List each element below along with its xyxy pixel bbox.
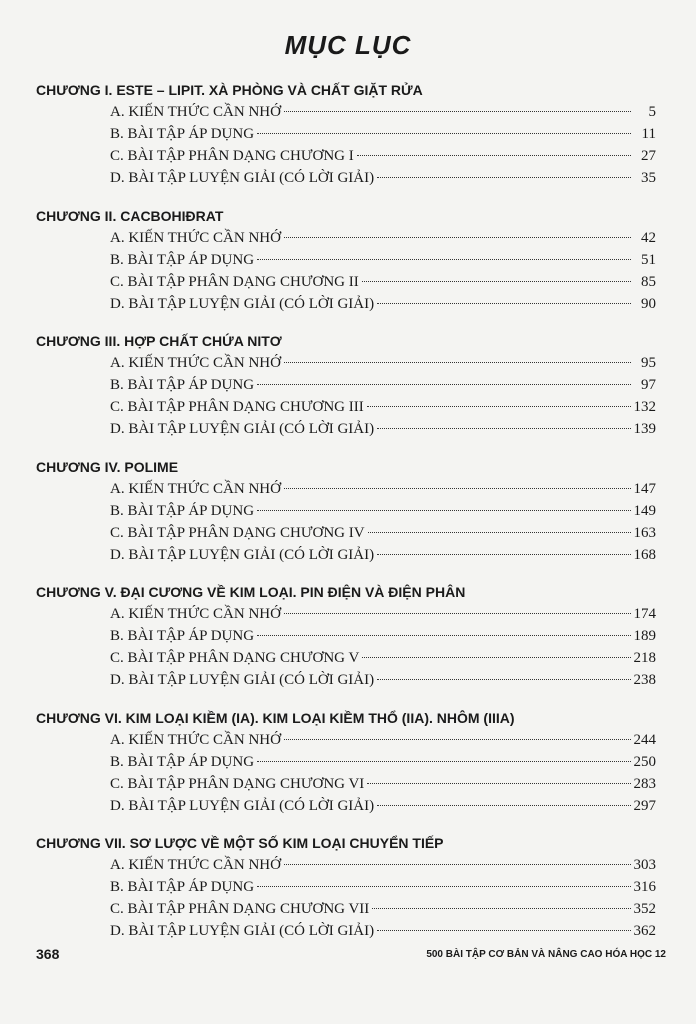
toc-entry-label: D. BÀI TẬP LUYỆN GIẢI (CÓ LỜI GIẢI): [110, 923, 375, 939]
dot-leader: [257, 886, 630, 887]
toc-entry-label: B. BÀI TẬP ÁP DỤNG: [110, 754, 255, 770]
toc-entry-page: 362: [633, 923, 656, 939]
page-number: 368: [36, 946, 60, 962]
toc-entry-label: C. BÀI TẬP PHÂN DẠNG CHƯƠNG III: [110, 399, 364, 415]
toc-entry[interactable]: [110, 522, 656, 544]
toc-entry-page: 95: [641, 355, 656, 371]
toc-entry-page: 51: [641, 252, 656, 268]
toc-entry[interactable]: [110, 898, 656, 920]
toc-entry[interactable]: [110, 876, 656, 898]
page-title: MỤC LỤC: [284, 30, 412, 60]
toc-entry-page: 238: [633, 672, 656, 688]
dot-leader: [257, 384, 631, 385]
toc-entry-page: 283: [633, 776, 656, 792]
toc-entry[interactable]: [110, 145, 656, 167]
dot-leader: [257, 635, 630, 636]
toc-entry-label: C. BÀI TẬP PHÂN DẠNG CHƯƠNG IV: [110, 525, 365, 541]
toc-entry-label: A. KIẾN THỨC CẦN NHỚ: [110, 606, 281, 622]
toc-entry-label: A. KIẾN THỨC CẦN NHỚ: [110, 230, 281, 246]
chapter-heading: CHƯƠNG IV. POLIME: [36, 459, 179, 475]
toc-entry-page: 352: [633, 901, 656, 917]
toc-entry[interactable]: [110, 854, 656, 876]
toc-entry[interactable]: [110, 603, 656, 625]
chapter-section: [36, 79, 656, 189]
dot-leader: [377, 303, 631, 304]
dot-leader: [362, 281, 631, 282]
toc-entry[interactable]: [110, 625, 656, 647]
chapter-heading: CHƯƠNG V. ĐẠI CƯƠNG VỀ KIM LOẠI. PIN ĐIỆN VÀ ĐIỆN PHÂN: [36, 584, 466, 600]
toc-entry-label: B. BÀI TẬP ÁP DỤNG: [110, 628, 255, 644]
chapter-section: [36, 707, 656, 817]
chapter-heading: CHƯƠNG III. HỢP CHẤT CHỨA NITƠ: [36, 333, 282, 349]
dot-leader: [257, 133, 631, 134]
dot-leader: [377, 554, 630, 555]
toc-entry[interactable]: [110, 751, 656, 773]
chapter-section: [36, 205, 656, 315]
toc-entry-label: C. BÀI TẬP PHÂN DẠNG CHƯƠNG VI: [110, 776, 365, 792]
toc-entry-page: 174: [633, 606, 656, 622]
toc-entry-label: B. BÀI TẬP ÁP DỤNG: [110, 879, 255, 895]
dot-leader: [367, 783, 630, 784]
toc-entry[interactable]: [110, 795, 656, 817]
toc-entry-label: A. KIẾN THỨC CẦN NHỚ: [110, 481, 281, 497]
toc-entry[interactable]: [110, 227, 656, 249]
toc-entry-label: A. KIẾN THỨC CẦN NHỚ: [110, 104, 281, 120]
toc-entry-page: 244: [633, 732, 656, 748]
toc-entry-label: B. BÀI TẬP ÁP DỤNG: [110, 377, 255, 393]
toc-entry-page: 316: [633, 879, 656, 895]
toc-entry-page: 97: [641, 377, 656, 393]
toc-entry-page: 250: [633, 754, 656, 770]
dot-leader: [362, 657, 630, 658]
dot-leader: [377, 930, 630, 931]
dot-leader: [257, 510, 630, 511]
toc-entry[interactable]: [110, 293, 656, 315]
chapter-section: [36, 832, 656, 942]
dot-leader: [284, 613, 631, 614]
toc-entry-page: 139: [633, 421, 656, 437]
chapter-heading: CHƯƠNG VII. SƠ LƯỢC VỀ MỘT SỐ KIM LOẠI CHUYỂN TIẾP: [36, 835, 444, 851]
toc-entry-page: 35: [641, 170, 656, 186]
toc-entry-page: 85: [641, 274, 656, 290]
toc-entry-page: 42: [641, 230, 656, 246]
toc-entry-page: 218: [633, 650, 656, 666]
toc-entry-label: B. BÀI TẬP ÁP DỤNG: [110, 252, 255, 268]
toc-entry[interactable]: [110, 920, 656, 942]
toc-entry-label: B. BÀI TẬP ÁP DỤNG: [110, 503, 255, 519]
toc-entry[interactable]: [110, 544, 656, 566]
dot-leader: [257, 761, 630, 762]
toc-entry[interactable]: [110, 374, 656, 396]
dot-leader: [257, 259, 631, 260]
toc-entry-label: C. BÀI TẬP PHÂN DẠNG CHƯƠNG I: [110, 148, 354, 164]
dot-leader: [367, 406, 631, 407]
toc-entry[interactable]: [110, 500, 656, 522]
toc-entry-label: A. KIẾN THỨC CẦN NHỚ: [110, 857, 281, 873]
toc-entry-page: 132: [633, 399, 656, 415]
toc-entry-label: D. BÀI TẬP LUYỆN GIẢI (CÓ LỜI GIẢI): [110, 547, 375, 563]
toc-entry[interactable]: [110, 773, 656, 795]
toc-entry-label: C. BÀI TẬP PHÂN DẠNG CHƯƠNG VII: [110, 901, 370, 917]
toc-entry[interactable]: [110, 729, 656, 751]
chapter-heading: CHƯƠNG VI. KIM LOẠI KIỀM (IA). KIM LOẠI KIỀM THỔ (IIA). NHÔM (IIIA): [36, 710, 515, 726]
dot-leader: [284, 362, 631, 363]
toc-entry-page: 303: [633, 857, 656, 873]
toc-entry-page: 11: [641, 126, 656, 142]
toc-entry[interactable]: [110, 352, 656, 374]
toc-entry-page: 27: [641, 148, 656, 164]
toc-entry[interactable]: [110, 669, 656, 691]
dot-leader: [284, 864, 631, 865]
dot-leader: [377, 805, 630, 806]
dot-leader: [372, 908, 630, 909]
toc-entry-page: 149: [633, 503, 656, 519]
toc-entry-page: 5: [648, 104, 656, 120]
dot-leader: [357, 155, 631, 156]
toc-entry-label: D. BÀI TẬP LUYỆN GIẢI (CÓ LỜI GIẢI): [110, 170, 375, 186]
chapter-heading: CHƯƠNG I. ESTE – LIPIT. XÀ PHÒNG VÀ CHẤT GIẶT RỬA: [36, 82, 423, 98]
chapter-section: [36, 581, 656, 691]
toc-entry-label: A. KIẾN THỨC CẦN NHỚ: [110, 355, 281, 371]
toc-entry[interactable]: [110, 478, 656, 500]
toc-entry-page: 90: [641, 296, 656, 312]
dot-leader: [284, 739, 631, 740]
toc-entry-page: 297: [633, 798, 656, 814]
toc-entry-label: B. BÀI TẬP ÁP DỤNG: [110, 126, 255, 142]
toc-entry[interactable]: [110, 647, 656, 669]
dot-leader: [284, 488, 631, 489]
toc-entry[interactable]: [110, 101, 656, 123]
chapter-section: [36, 456, 656, 566]
dot-leader: [284, 111, 631, 112]
dot-leader: [377, 428, 630, 429]
toc-entry-label: C. BÀI TẬP PHÂN DẠNG CHƯƠNG II: [110, 274, 359, 290]
toc-entry-page: 147: [633, 481, 656, 497]
toc-entry-page: 189: [633, 628, 656, 644]
toc-entry-label: C. BÀI TẬP PHÂN DẠNG CHƯƠNG V: [110, 650, 360, 666]
toc-entry[interactable]: [110, 396, 656, 418]
toc-entry[interactable]: [110, 167, 656, 189]
toc-entry-label: D. BÀI TẬP LUYỆN GIẢI (CÓ LỜI GIẢI): [110, 672, 375, 688]
book-title: 500 BÀI TẬP CƠ BẢN VÀ NÂNG CAO HÓA HỌC 12: [426, 949, 666, 960]
toc-entry-label: D. BÀI TẬP LUYỆN GIẢI (CÓ LỜI GIẢI): [110, 421, 375, 437]
toc-entry-label: D. BÀI TẬP LUYỆN GIẢI (CÓ LỜI GIẢI): [110, 798, 375, 814]
toc-entry-label: D. BÀI TẬP LUYỆN GIẢI (CÓ LỜI GIẢI): [110, 296, 375, 312]
toc-entry[interactable]: [110, 271, 656, 293]
dot-leader: [377, 679, 630, 680]
toc-entry-page: 163: [633, 525, 656, 541]
toc-entry[interactable]: [110, 249, 656, 271]
dot-leader: [284, 237, 631, 238]
dot-leader: [368, 532, 631, 533]
chapter-heading: CHƯƠNG II. CACBOHIĐRAT: [36, 208, 224, 224]
toc-entry-label: A. KIẾN THỨC CẦN NHỚ: [110, 732, 281, 748]
toc-entry[interactable]: [110, 418, 656, 440]
dot-leader: [377, 177, 631, 178]
toc-entry[interactable]: [110, 123, 656, 145]
chapter-section: [36, 330, 656, 440]
toc-entry-page: 168: [633, 547, 656, 563]
